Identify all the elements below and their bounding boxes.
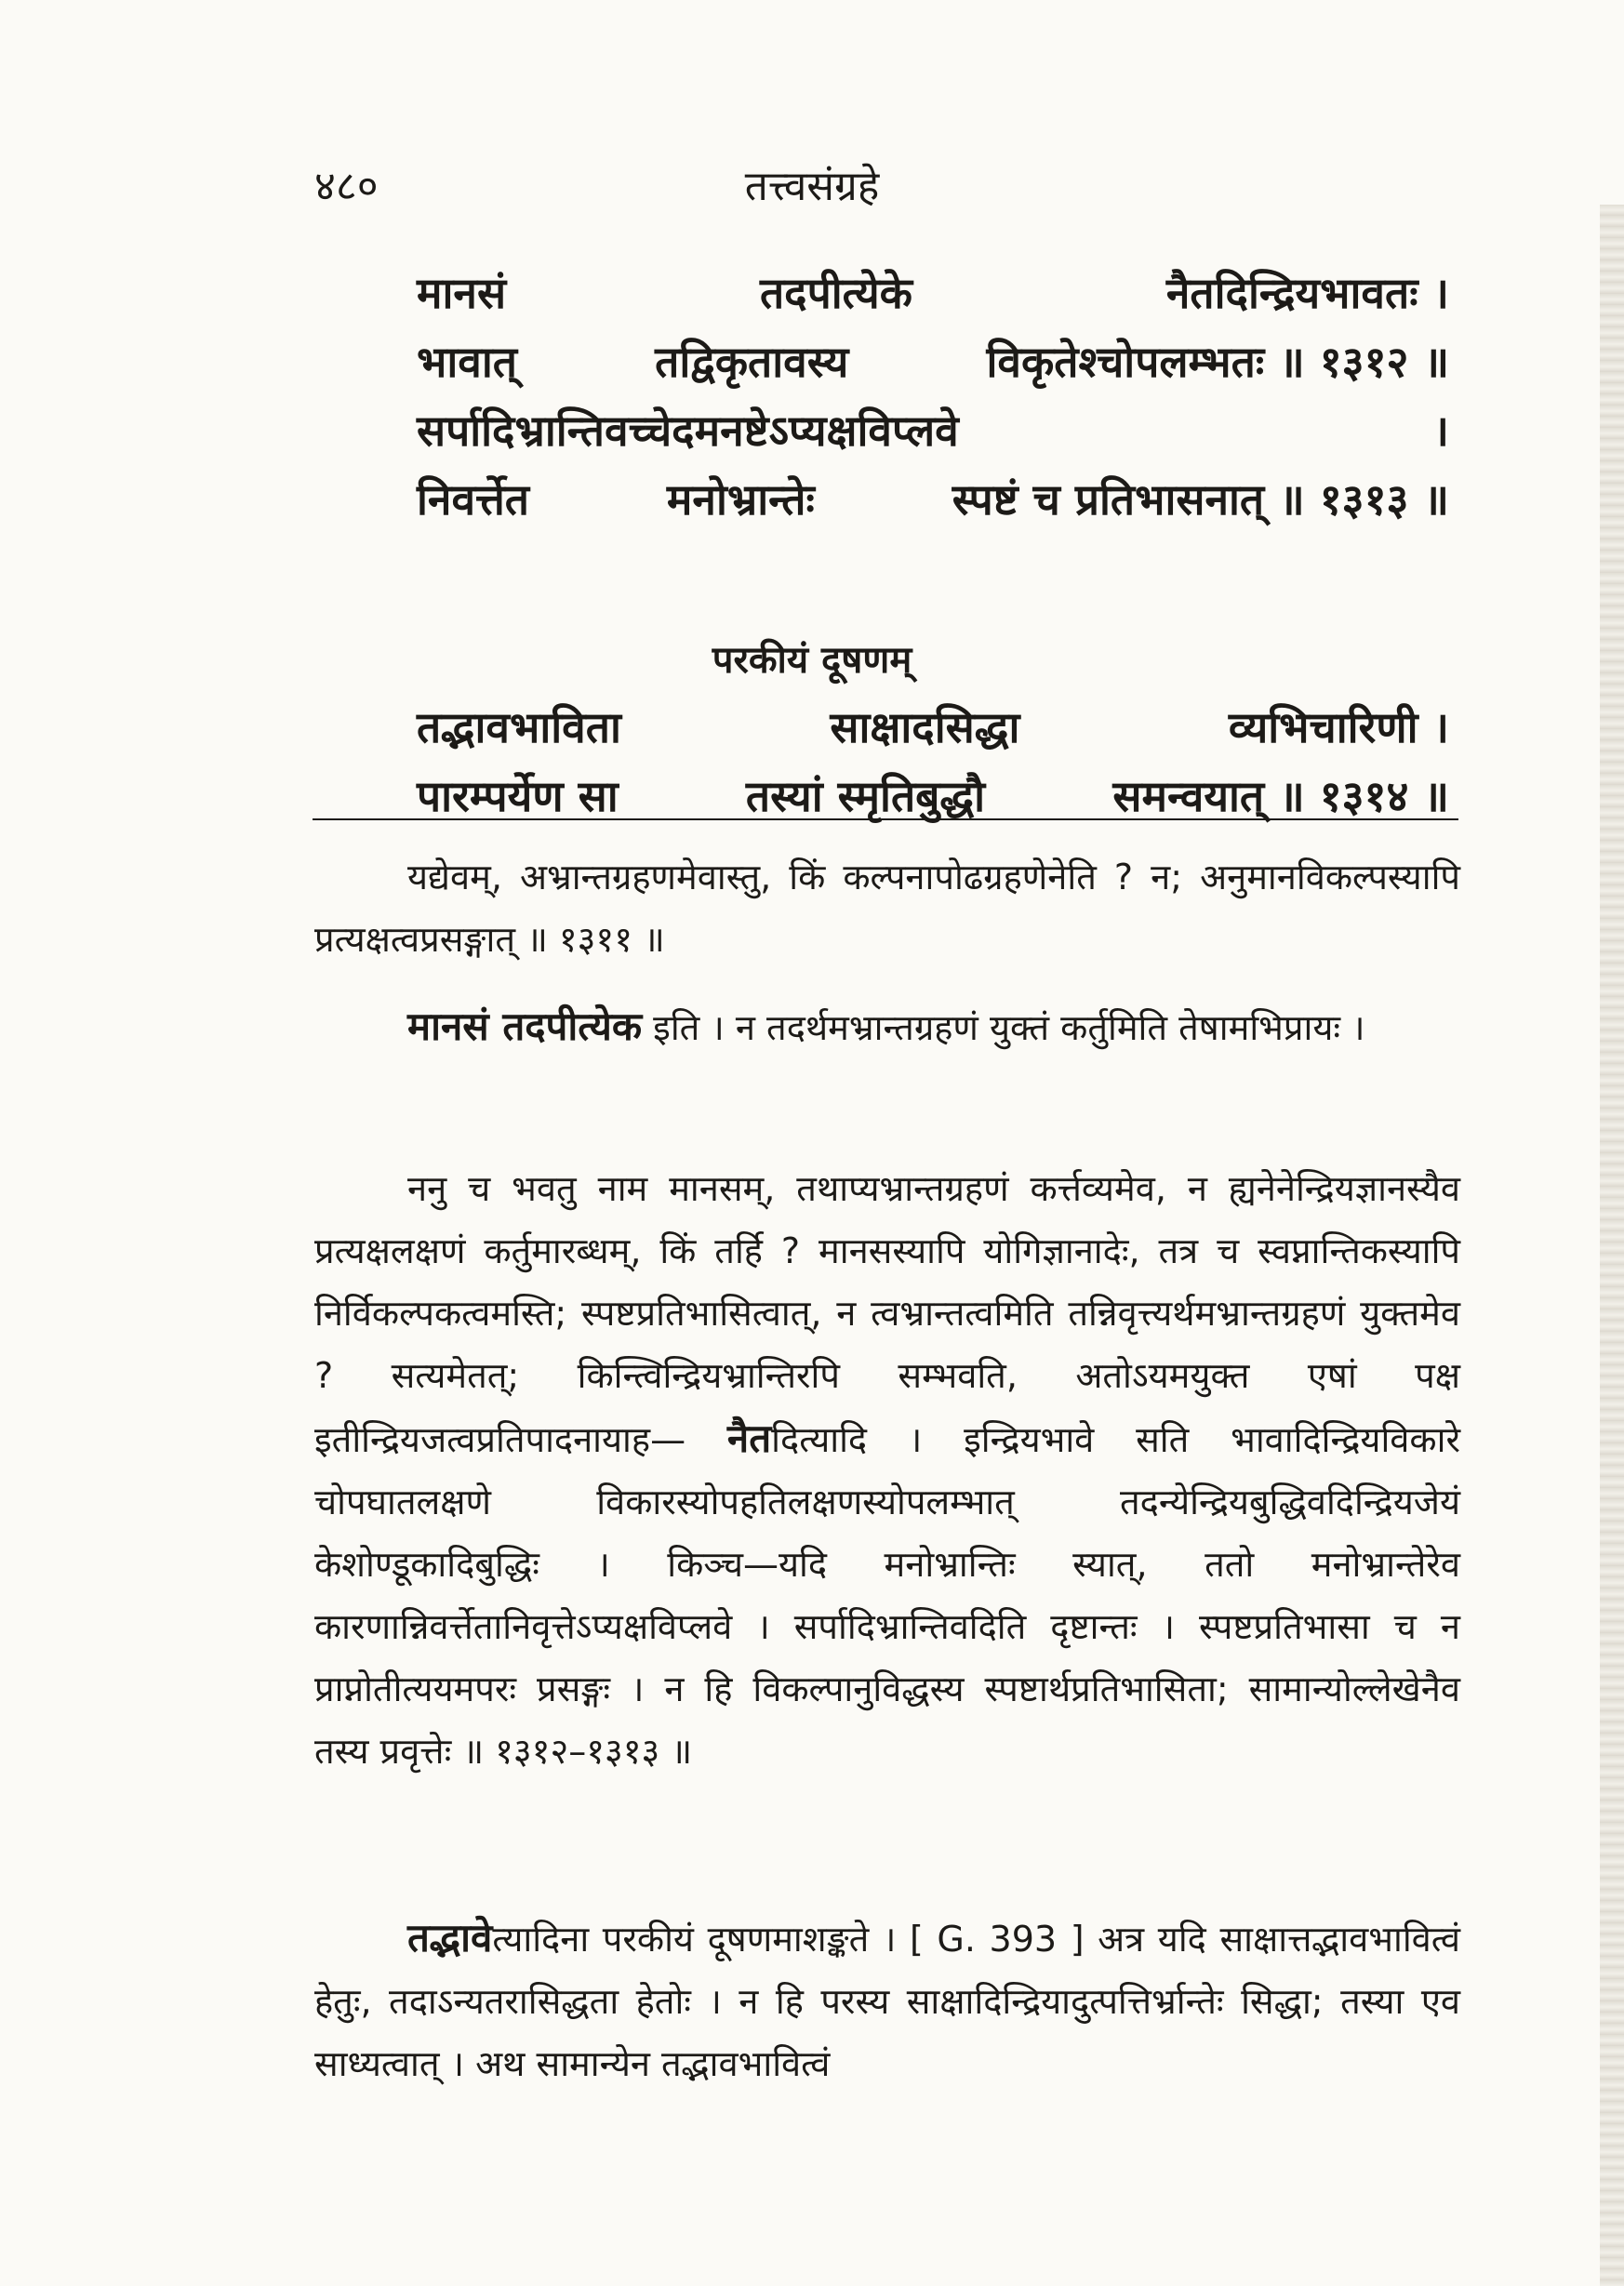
verse-commentary-divider [313,818,1458,820]
commentary-span: ] अत्र यदि साक्षात्तद्भावभावित्वं हेतुः, तदाऽन्यतरासिद्धता हेतोः । न हि परस्य साक्षादिन्द्रियादुत्पत्तिर्भ्रान्तेः सिद्धा; तस्या एव साध्यत्वात् । अथ सामान्येन तद्भावभावित्वं [314,1919,1461,2084]
commentary-span: ननु च भवतु नाम मानसम्, तथाप्यभ्रान्तग्रहणं कर्त्तव्यमेव, न ह्यनेनेन्द्रियज्ञानस्यैव प्रत्यक्षलक्षणं कर्तुमारब्धम्, किं तर्हि ? मानसस्यापि योगिज्ञानादेः, तत्र च स्वप्नान्तिकस्यापि निर्विकल्पकत्वमस्ति; स्पष्टप्रतिभासित्वात्, न त्वभ्रान्तत्वमिति तन्निवृत्त्यर्थमभ्रान्तग्रहणं युक्तमेव ? सत्यमेतत्; किन्त्विन्द्रियभ्रान्तिरपि सम्भवति, अतोऽयमयुक्त एषां पक्ष इतीन्द्रियजत्वप्रतिपादनायाह— [314,1168,1460,1460]
commentary-text [314,1907,1460,2095]
commentary-span: त्यादिना परकीयं दूषणमाशङ्कते । [ [492,1919,938,1960]
verse-word: मनोभ्रान्तेः [666,474,815,525]
verse-word: तद्विकृतावस्य [655,337,849,387]
verse-word: सर्पादिभ्रान्तिवच्चेदमनष्टेऽप्यक्षविप्लवे [417,405,959,456]
verse-word: नैतदिन्द्रियभावतः । [1165,268,1449,318]
verse-word: स्पष्टं च प्रतिभासनात् ॥ १३१३ ॥ [952,474,1449,525]
commentary-span: इति । न तदर्थमभ्रान्तग्रहणं युक्तं कर्तुमिति तेषामभिप्रायः । [642,1007,1365,1048]
lemma: मानसं तदपीत्येक [407,1003,643,1049]
verse-line [417,693,1449,762]
page-reference: G. 393 [937,1919,1058,1960]
verse-block-1312-1313 [417,259,1449,534]
verse-line [417,396,1449,465]
verse-word: पारम्पर्येण सा [417,771,619,821]
commentary-paragraph [314,1158,1460,1783]
running-title: तत्त्वसंग्रहे [744,163,880,210]
verse-word: तदपीत्येके [759,268,912,318]
commentary-paragraph [314,995,1460,1059]
verse-word: साक्षादसिद्धा [830,702,1020,752]
commentary-paragraph [314,1907,1460,2095]
verse-word: । [1432,405,1449,456]
commentary-paragraph [314,846,1460,971]
commentary-text [314,1158,1460,1783]
commentary-text: यद्येवम्, अभ्रान्तग्रहणमेवास्तु, किं कल्पनापोढग्रहणेनेति ? न; अनुमानविकल्पस्यापि प्रत्यक्षत्वप्रसङ्गात् ॥ १३११ ॥ [314,857,1460,960]
section-heading: परकीयं दूषणम् [712,639,912,682]
verse-word: मानसं [417,268,507,318]
verse-line [417,259,1449,327]
lemma: तद्भावे [407,1915,493,1960]
verse-word: तद्भावभाविता [417,702,621,752]
commentary-span: दित्यादि । इन्द्रियभावे सति भावादिन्द्रियविकारे चोपघातलक्षणे विकारस्योपहतिलक्षणस्योपलम्भात् तदन्येन्द्रियबुद्धिवदिन्द्रियजेयं केशोण्डूकादिबुद्धिः । किञ्च—यदि मनोभ्रान्तिः स्यात्, ततो मनोभ्रान्तेरेव कारणान्निवर्त्तेतानिवृत्तेऽप्यक्षविप्लवे । सर्पादिभ्रान्तिवदिति दृष्टान्तः । स्पष्टप्रतिभासा च न प्राप्नोतीत्ययमपरः प्रसङ्गः । न हि विकल्पानुविद्धस्य स्पष्टार्थप्रतिभासिता; सामान्योल्लेखेनैव तस्य प्रवृत्तेः ॥ १३१२–१३१३ ॥ [314,1419,1460,1772]
verse-word: भावात् [417,337,517,387]
verse-block-1314 [417,693,1449,831]
verse-word: तस्यां स्मृतिबुद्धौ [745,771,986,821]
verse-line [417,465,1449,534]
binding-edge [1600,205,1624,2286]
page-number: ४८० [314,163,379,210]
verse-word: विकृतेश्चोपलम्भतः ॥ १३१२ ॥ [986,337,1449,387]
verse-word: समन्वयात् ॥ १३१४ ॥ [1112,771,1449,821]
verse-line [417,327,1449,396]
verse-word: व्यभिचारिणी । [1228,702,1449,752]
commentary-text [314,995,1460,1059]
lemma: नैत [726,1415,772,1461]
verse-word: निवर्त्तेत [417,474,530,525]
